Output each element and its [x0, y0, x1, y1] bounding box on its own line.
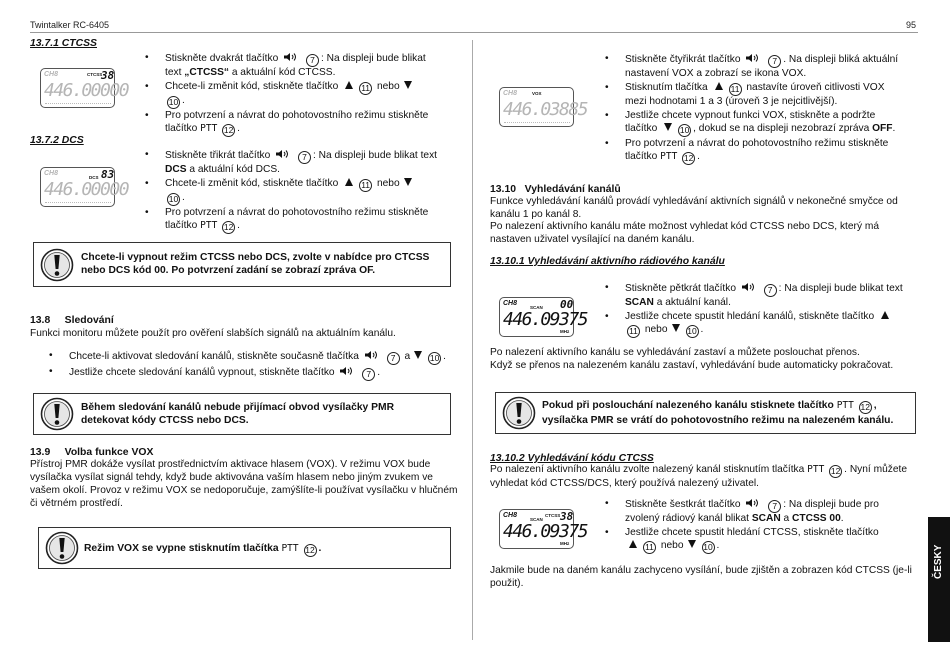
lcd-ch-label: CH8 — [44, 71, 59, 78]
note-box-monitoring — [33, 393, 451, 435]
warning-icon — [40, 248, 74, 282]
list-item: • Stiskněte dvakrát tlačítko 7 : Na displeji bude blikat text „CTCSS“ a aktuální kód CTCSS. — [143, 52, 443, 80]
note-text: Pokud při poslouchání nalezeného kanálu stisknete tlačítko PTT 12 , vysílačka PMR se vrátí do pohotovostního režimu na nalezeném kanálu. — [542, 400, 894, 426]
scan-paragraph-1: Funkce vyhledávání kanálů provádí vyhledávání aktivních signálů v nekonečné smyčce od kanálu 1 po kanál 8. — [490, 196, 898, 220]
list-item: • Jestliže chcete spustit hledání kanálů, stiskněte tlačítko 11 nebo 10 . — [603, 311, 903, 338]
up-arrow-icon — [881, 311, 889, 319]
monitor-button-icon — [275, 149, 291, 159]
scan-channel-steps — [603, 282, 903, 339]
button-10-icon: 10 — [703, 541, 713, 552]
lcd-code: 00 — [560, 298, 574, 311]
monitor-button-icon — [339, 366, 355, 376]
lcd-ch-label: CH8 — [503, 512, 518, 519]
lcd-frequency: 446.00000 — [44, 80, 129, 101]
list-item: • Stiskněte čtyřikrát tlačítko 7 . Na displeji bliká aktuální nastavení VOX a zobrazí se ikona VOX. — [603, 53, 903, 81]
dcs-steps — [143, 149, 443, 235]
lcd-vox-label: VOX — [532, 91, 542, 96]
down-arrow-icon — [672, 324, 680, 332]
button-10-icon: 10 — [168, 193, 179, 204]
warning-icon — [502, 396, 536, 430]
section-title-13-8: 13.8 Sledování — [30, 315, 114, 326]
down-arrow-icon — [404, 81, 412, 89]
lcd-mhz-label: MHz — [560, 329, 570, 334]
down-arrow-icon — [414, 351, 422, 359]
list-item: • Chcete-li změnit kód, stiskněte tlačítko 11 nebo 10 . — [143, 178, 443, 206]
lcd-display-ctcss-scan — [499, 509, 588, 549]
lcd-frequency: 446.09375 — [503, 309, 588, 330]
warning-icon — [45, 531, 79, 565]
button-12-icon: 12 — [830, 466, 841, 476]
ptt-label: PTT — [200, 219, 218, 231]
monitor-button-icon — [745, 498, 761, 508]
lcd-code: 83 — [101, 168, 115, 181]
list-item: • Jestliže chcete spustit hledání CTCSS, stiskněte tlačítko 11 nebo 10 . — [603, 527, 903, 554]
button-7-icon: 7 — [362, 368, 375, 381]
monitor-button-icon — [283, 52, 299, 62]
list-item: • Stisknutím tlačítka 11 nastavíte úroveň citlivosti VOX mezi hodnotami 1 a 3 (úroveň 3 je nejcitlivější). — [603, 82, 903, 109]
section-title-13-9: 13.9 Volba funkce VOX — [30, 447, 154, 458]
ptt-label: PTT — [281, 543, 299, 554]
list-item: • Jestliže chcete vypnout funkci VOX, stiskněte a podržte tlačítko 10 , dokud se na displeji nezobrazí zpráva OFF. — [603, 110, 903, 137]
lcd-signal-bar — [45, 103, 111, 106]
up-arrow-icon — [345, 178, 353, 186]
down-arrow-icon — [664, 123, 672, 131]
button-11-icon: 11 — [627, 325, 640, 338]
ptt-label: PTT — [836, 400, 854, 411]
list-item: • Pro potvrzení a návrat do pohotovostního režimu stiskněte tlačítko PTT 12 . — [603, 138, 903, 165]
vox-steps — [603, 53, 903, 166]
ctcss-scan-steps — [603, 498, 903, 555]
lcd-ctcss-label: CTCSS — [87, 72, 103, 77]
button-12-icon: 12 — [223, 221, 234, 232]
note-box-ctcss-off — [33, 242, 451, 287]
page-number: 95 — [906, 20, 917, 30]
button-12-icon: 12 — [860, 402, 870, 412]
button-10-icon: 10 — [679, 124, 690, 135]
section-title-13-7-1: 13.7.1 CTCSS — [30, 38, 97, 49]
lcd-signal-bar — [504, 122, 570, 125]
lcd-frequency: 446.03885 — [503, 99, 588, 120]
scan-result-paragraph-2: Když se přenos na nalezeném kanálu zastaví, vyhledávání bude automaticky pokračovat. — [490, 360, 894, 371]
vox-paragraph: Přístroj PMR dokáže vysílat prostřednictvím aktivace hlasem (VOX). V režimu VOX bude vysílačka vysílat signál tehdy, když bude aktivována vaším hlasem nebo jiným zvukem ve vašem okolí. Provoz v režimu VOX se nedoporučuje, zamýšlíte-li používat vysílačku v hlučném či větrném prostředí. — [30, 459, 458, 509]
list-item: • Pro potvrzení a návrat do pohotovostního režimu stiskněte tlačítko PTT 12 . — [143, 110, 443, 137]
section-title-13-7-2: 13.7.2 DCS — [30, 135, 84, 146]
button-12-icon: 12 — [305, 545, 315, 555]
list-item: • Stiskněte šestkrát tlačítko 7 : Na displeji bude pro zvolený rádiový kanál blikat SCAN a CTCSS 00. — [603, 498, 903, 526]
section-title-13-10: 13.10 Vyhledávání kanálů — [490, 184, 621, 195]
column-divider — [472, 40, 473, 640]
lcd-ctcss-label: CTCSS — [545, 513, 561, 518]
down-arrow-icon — [688, 540, 696, 548]
lcd-dcs-label: DCS — [89, 175, 99, 180]
button-10-icon: 10 — [429, 353, 440, 363]
button-11-icon: 11 — [643, 541, 656, 554]
button-12-icon: 12 — [683, 152, 694, 163]
up-arrow-icon — [345, 81, 353, 89]
lcd-display-dcs — [40, 167, 129, 207]
ctcss-steps — [143, 52, 443, 138]
lcd-ch-label: CH8 — [503, 90, 518, 97]
note-text: Režim VOX se vypne stisknutím tlačítka PTT 12 . — [84, 543, 322, 555]
lcd-frequency: 446.09375 — [503, 521, 588, 542]
list-item: • Stiskněte pětkrát tlačítko 7 : Na displeji bude blikat text SCAN a aktuální kanál. — [603, 282, 903, 310]
button-11-icon: 11 — [729, 83, 742, 96]
language-tab — [928, 517, 950, 642]
monitor-paragraph: Funkci monitoru můžete použít pro ověření slabších signálů na aktuálním kanálu. — [30, 328, 396, 339]
button-7-icon: 7 — [768, 55, 781, 68]
section-title-13-10-2: 13.10.2 Vyhledávání kódu CTCSS — [490, 453, 654, 464]
running-title: Twintalker RC-6405 — [30, 20, 110, 30]
button-7-icon: 7 — [764, 284, 777, 297]
ptt-label: PTT — [807, 464, 825, 475]
note-box-scan-return — [495, 392, 916, 434]
scan-paragraph-2: Po nalezení aktivního kanálu máte možnost vyhledat kód CTCSS nebo DCS, který má nastaven uživatel vysílající na daném kanálu. — [490, 221, 880, 245]
lcd-mhz-label: MHz — [560, 541, 570, 546]
list-item: • Chcete-li aktivovat sledování kanálů, stiskněte současně tlačítka 7 a 10 . — [47, 350, 467, 365]
lcd-frequency: 446.00000 — [44, 179, 129, 200]
monitor-button-icon — [745, 53, 761, 63]
button-7-icon: 7 — [298, 151, 311, 164]
list-item: • Chcete-li změnit kód, stiskněte tlačítko 11 nebo 10 . — [143, 81, 443, 109]
up-arrow-icon — [715, 82, 723, 90]
lcd-signal-bar — [45, 202, 111, 205]
button-11-icon: 11 — [359, 82, 372, 95]
down-arrow-icon — [404, 178, 412, 186]
lcd-code: 38 — [101, 69, 115, 82]
button-7-icon: 7 — [306, 54, 319, 67]
lcd-scan-label: SCAN — [530, 305, 543, 310]
ptt-label: PTT — [200, 122, 218, 134]
language-tab-label: ČESKY — [933, 544, 944, 579]
button-7-icon: 7 — [768, 500, 781, 513]
button-11-icon: 11 — [359, 179, 372, 192]
up-arrow-icon — [629, 540, 637, 548]
lcd-scan-label: SCAN — [530, 517, 543, 522]
note-text: Během sledování kanálů nebude přijímací obvod vysílačky PMR detekovat kódy CTCSS nebo DCS. — [81, 402, 395, 427]
scan-result-paragraph-1: Po nalezení aktivního kanálu se vyhledávání zastaví a můžete poslouchat přenos. — [490, 347, 860, 358]
lcd-code: 38 — [560, 510, 574, 523]
monitor-button-icon — [364, 350, 380, 360]
button-10-icon: 10 — [168, 96, 179, 107]
monitor-button-icon — [741, 282, 757, 292]
note-box-vox-off — [38, 527, 451, 569]
list-item: • Stiskněte třikrát tlačítko 7 : Na displeji bude blikat text DCS a aktuální kód DCS. — [143, 149, 443, 177]
ptt-label: PTT — [660, 150, 678, 162]
lcd-display-vox — [499, 87, 588, 127]
button-7-icon: 7 — [387, 352, 400, 365]
section-title-13-10-1: 13.10.1 Vyhledávání aktivního rádiového kanálu — [490, 256, 725, 267]
monitor-steps — [47, 350, 467, 382]
lcd-display-scan — [499, 297, 588, 337]
warning-icon — [40, 397, 74, 431]
lcd-ch-label: CH8 — [503, 300, 518, 307]
list-item: • Pro potvrzení a návrat do pohotovostního režimu stiskněte tlačítko PTT 12 . — [143, 207, 443, 234]
button-10-icon: 10 — [687, 325, 697, 336]
ctcss-scan-paragraph: Po nalezení aktivního kanálu zvolte nalezený kanál stisknutím tlačítka PTT 12 . Nyní můžete vyhledat kód CTCSS/DCS, který používá nalezený uživatel. — [490, 464, 908, 489]
ctcss-detect-paragraph: Jakmile bude na daném kanálu zachyceno vysílání, bude zjištěn a zobrazen kód CTCSS (je-li použit). — [490, 565, 912, 589]
lcd-ch-label: CH8 — [44, 170, 59, 177]
button-12-icon: 12 — [223, 124, 234, 135]
list-item: • Jestliže chcete sledování kanálů vypnout, stiskněte tlačítko 7 . — [47, 366, 467, 381]
lcd-display-ctcss — [40, 68, 129, 108]
note-text: Chcete-li vypnout režim CTCSS nebo DCS, zvolte v nabídce pro CTCSS nebo DCS kód 00. Po potvrzení zadání se zobrazí zpráva OF. — [81, 252, 430, 277]
header-rule — [30, 32, 918, 33]
